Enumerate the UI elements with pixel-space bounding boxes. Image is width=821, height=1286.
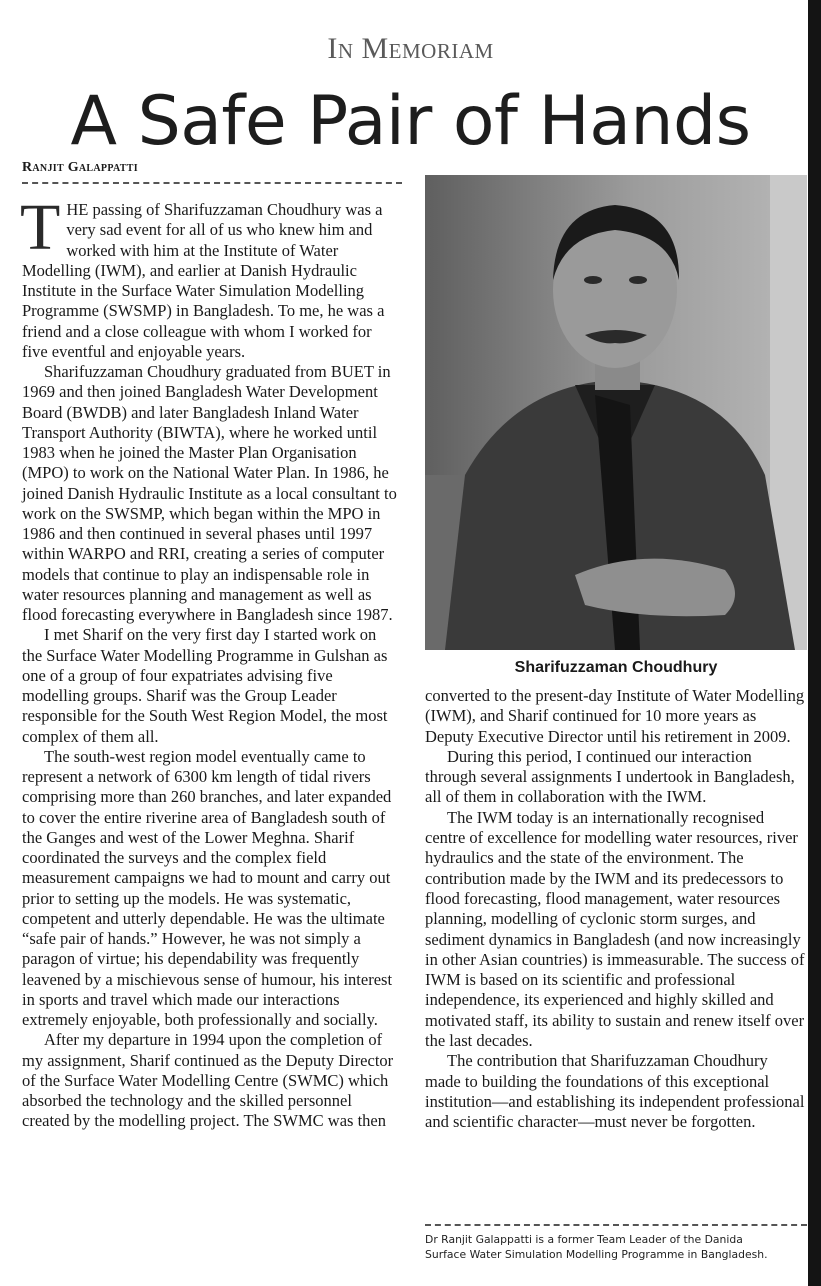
byline: Ranjit Galappatti [22, 160, 138, 175]
paragraph-5: After my departure in 1994 upon the completion of my assignment, Sharif continued as the Deputy Director of the Surface Water Modelling Centre (SWMC) which absorbed the technology and the skilled personnel created by the modelling project. The SWMC was then [22, 1030, 394, 1131]
paragraph-1-text: HE passing of Sharifuzzaman Choudhury was a very sad event for all of us who knew him and worked with him at the Institute of Water Modelling (IWM), and earlier at Danish Hydraulic Institute in the Surface Water Simulation Modelling Programme (SWSMP) in Bangladesh. To me, he was a friend and a close colleague with whom I worked for five eventful and enjoyable years. [22, 200, 385, 361]
author-footnote [425, 1232, 817, 1262]
page-edge-bar [808, 0, 821, 1286]
paragraph-7: The IWM today is an internationally recognised centre of excellence for modelling water resources, river hydraulics and the state of the environment. The contribution made by the IWM and its predecessors to flood forecasting, flood management, water resources planning, modelling of cyclonic storm surges, and sediment dynamics in Bangladesh (and now increasingly in other Asian countries) is immeasurable. The success of IWM is based on its scientific and professional independence, its experienced and highly skilled and motivated staff, its ability to sustain and renew itself over the last decades. [425, 807, 805, 1051]
paragraph-5-continued: converted to the present-day Institute of Water Modelling (IWM), and Sharif continued for 10 more years as Deputy Executive Director until his retirement in 2009. [425, 686, 805, 746]
section-kicker: In Memoriam [327, 32, 494, 65]
article-column-right [425, 686, 807, 1133]
footnote-divider [425, 1224, 807, 1226]
article-column-left [20, 191, 400, 1132]
paragraph-2: Sharifuzzaman Choudhury graduated from BUET in 1969 and then joined Bangladesh Water Development Board (BWDB) and later Bangladesh Inland Water Transport Authority (BIWTA), where he worked until 1983 when he joined the Master Plan Organisation (MPO) to work on the National Water Plan. In 1986, he joined Danish Hydraulic Institute as a local consultant to work on the SWSMP, which began within the MPO in 1986 and then continued in several phases until 1997 within WARPO and RRI, creating a series of computer models that continue to play an indispensable role in water resources planning and management as well as flood forecasting everywhere in Bangladesh since 1987. [22, 362, 397, 624]
paragraph-3: I met Sharif on the very first day I started work on the Surface Water Modelling Programme in Gulshan as one of a group of four expatriates advising five modelling groups. Sharif was the Group Leader responsible for the South West Region Model, the most complex of them all. [22, 625, 388, 746]
footnote-line-2: Surface Water Simulation Modelling Programme in Bangladesh. [425, 1248, 768, 1261]
paragraph-1 [20, 191, 400, 362]
paragraph-6: During this period, I continued our interaction through several assignments I undertook in Bangladesh, all of them in collaboration with the IWM. [425, 746, 795, 807]
headline: A Safe Pair of Hands [70, 82, 751, 161]
drop-cap: T [20, 191, 61, 264]
photo-caption: Sharifuzzaman Choudhury [514, 659, 718, 676]
portrait-photo [425, 175, 807, 650]
paragraph-4: The south-west region model eventually came to represent a network of 6300 km length of tidal rivers comprising more than 260 branches, and later expanded to cover the entire riverine area of Bangladesh south of the Ganges and west of the Lower Meghna. Sharif coordinated the surveys and the complex field measurement campaigns we had to mount and carry out prior to setting up the models. He was systematic, competent and utterly dependable. He was the ultimate “safe pair of hands.” However, he was not simply a paragon of virtue; his dependability was frequently leavened by a mischievous sense of humour, his interest in sports and travel which made our interactions extremely enjoyable, both professionally and socially. [22, 746, 393, 1029]
portrait-illustration [425, 175, 807, 650]
paragraph-8: The contribution that Sharifuzzaman Choudhury made to building the foundations of this exceptional institution—and establishing its independent professional and scientific character—must never be forgotten. [425, 1051, 805, 1132]
byline-divider [22, 182, 402, 184]
footnote-line-1: Dr Ranjit Galappatti is a former Team Leader of the Danida [425, 1233, 743, 1246]
